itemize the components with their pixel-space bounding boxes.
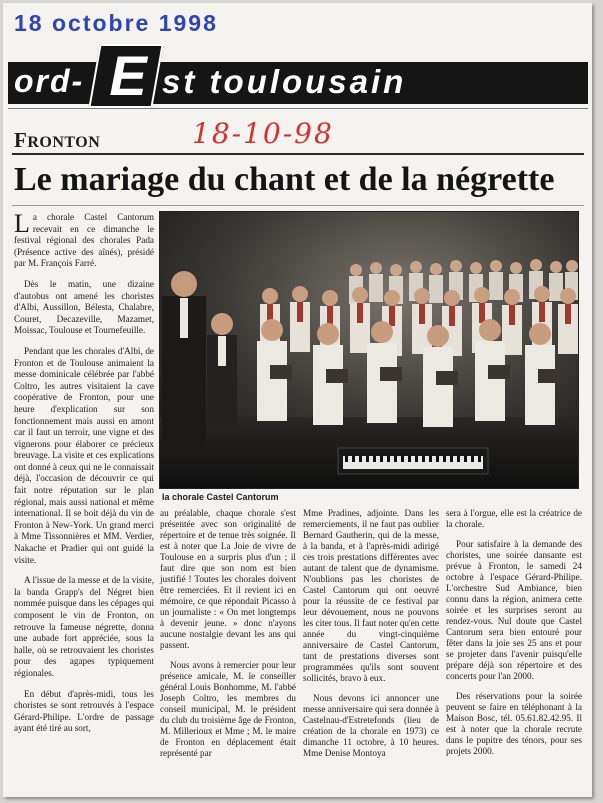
article-paragraph: Dès le matin, une dizaine d'autobus ont amené les choristes d'Albi, Aussillon, Bélesta, Chalabre, Couret, Decazeville, Mazamet, Moissac, Toulouse et Tournefeuille. <box>14 278 154 336</box>
article-paragraph: Des réservations pour la soirée peuvent se faire en téléphonant à la Maison Bosc, tél. 05.61.82.42.95. Il est à noter que la chorale recrute dans le pupitre des ténors, pour ses projets 2000. <box>446 691 582 756</box>
locality-heading: FRONTON <box>14 128 101 152</box>
article-paragraph: La chorale Castel Cantorum recevait en ce dimanche le festival régional des chorales Pada (Présence active des aînés), présidé par M. François Farré. <box>14 209 154 269</box>
article-paragraph: sera à l'orgue, elle est la créatrice de la chorale. <box>446 508 582 529</box>
article-paragraph: En début d'après-midi, tous les choristes se sont retrouvés à l'espace Gérard-Philipe. L'ordre de passage ayant été tiré au sort, <box>14 688 154 734</box>
article-paragraph: au préalable, chaque chorale s'est présentée avec son originalité de répertoire et de tenue très soignée. Il est à noter que La Joie de vivre de Toulouse en a surpris plus d'un ; il faut dire que son nom est bien justifié ! Toutes les chorales doivent être remerciées. Et il revient ici en mémoire, ce que répondait Picasso à un journaliste : « On met longtemps à devenir jeune. » donc n'ayons aucune nostalgie devant les ans qui passent. <box>160 508 296 650</box>
article-paragraph: Pour satisfaire à la demande des choristes, une soirée dansante est prévue à Fronton, le samedi 24 octobre à l'espace Gérard-Philipe. L'orchestre Sud Ambiance, bien connu dans la région, animera cette soirée et les surprises seront au rendez-vous. Nul doute que Castel Cantorum sera bien entouré pour fêter dans la joie ses 25 ans et pour se projeter dans l'avenir puisqu'elle prépare déjà son répertoire et des concerts pour l'an 2000. <box>446 539 582 681</box>
banner-suffix: st toulousain <box>162 63 407 100</box>
text-column-3 <box>303 508 439 759</box>
article-paragraph: Nous avons à remercier pour leur présence amicale, M. le conseiller général Louis Bonhomme, M. l'abbé Joseph Coltro, les membres du conseil municipal, M. le président du club du troisième âge de Fronton, M. Millerioux et Mme ; M. le maire de Fronton en déplacement était représenté par <box>160 660 296 758</box>
article-paragraph: Mme Pradines, adjointe. Dans les remerciements, il ne faut pas oublier Bernard Gautherin, qui de la messe, à la banda, et à l'après-midi adirigé ces trois prestations différentes avec autant de talent que de dynamisme. N'oublions pas les choristes de Castel Cantorum qui ont oeuvré pour la réussite de ce festival par leur dévouement, nous ne pouvons les citer tous. Il faut noter qu'en cette année du vingt-cinquième anniversaire de Castel Cantorum, tant de prestations diverses sont programmées qu'ils sont souvent sollicités, bravo à eux. <box>303 508 439 683</box>
photo-caption: la chorale Castel Cantorum <box>162 492 279 502</box>
text-column-1 <box>14 209 154 735</box>
divider <box>8 108 588 109</box>
article-paragraph: A l'issue de la messe et de la visite, la banda Grapp's del Négret bien nommée puisque dans les cépages qui composent le vin de Fronton, on retrouve la fameuse négrette, donna une aubade fort appréciée, sous la halle, où se retrouvaient les choristes pour des agapes typiquement régionales. <box>14 575 154 678</box>
article-headline: Le mariage du chant et de la négrette <box>14 161 555 198</box>
keyboard-instrument <box>338 448 488 474</box>
handwritten-date: 18-10-98 <box>192 117 334 150</box>
article-paragraph: Pendant que les chorales d'Albi, de Fronton et de Toulouse animaient la messe dominicale célébrée par l'abbé Coltro, les autres visitaient la cave coopérative de Fronton, pour une heure d'explication sur son fonctionnement mais aussi en amont car il faut un terroir, une vigne et des vignerons pour élaborer ce précieux breuvage. La visite et ces explications ont donné à ceux qui ne le connaissait déjà, l'occasion de découvrir ce qui fait notre réputation sur le plan régional, mais aussi national et même international. Il se boit déjà du vin de Fronton à New-York. Un grand merci à Mme Tissonnières et MM. Verdier, Nakache et Pradier qui ont guidé la visite. <box>14 345 154 565</box>
section-banner <box>8 44 588 107</box>
divider <box>12 153 584 155</box>
text-column-2 <box>160 508 296 759</box>
banner-prefix: ord- <box>14 63 85 99</box>
article-paragraph: Nous devons ici annoncer une messe anniversaire qui sera donnée à Castelnau-d'Estretefonds (lieu de création de la chorale en 1973) ce dimanche 11 octobre, à 10 heures. Mme Denise Montoya <box>303 693 439 758</box>
divider <box>12 205 584 206</box>
banner-initial: E <box>109 44 147 107</box>
date-stamp: 18 octobre 1998 <box>14 10 218 36</box>
choir-photo <box>160 212 578 488</box>
text-column-4 <box>446 508 582 757</box>
